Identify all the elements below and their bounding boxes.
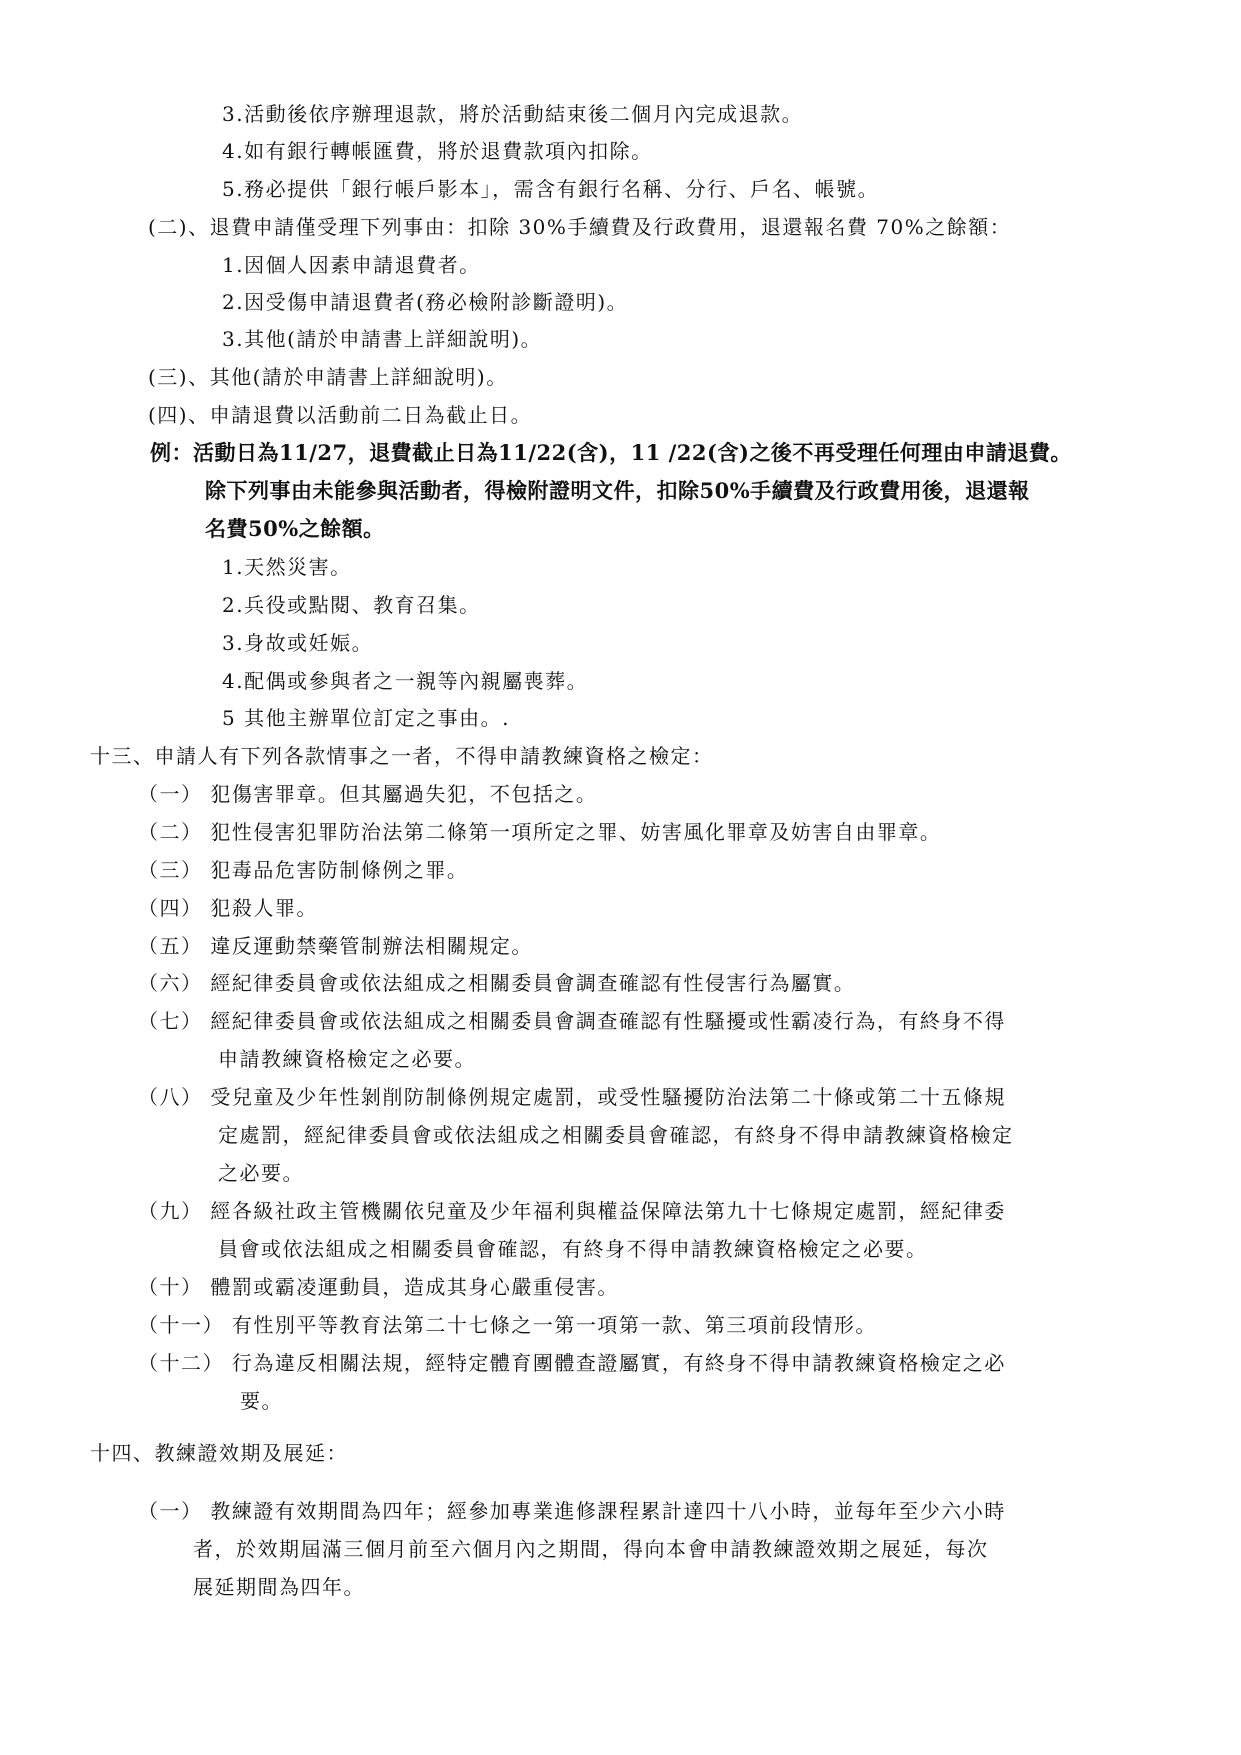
refund-item-3: 3.活動後依序辦理退款，將於活動結束後二個月內完成退款。 xyxy=(222,102,804,126)
article-13-item-7: （七） 經紀律委員會或依法組成之相關委員會調查確認有性騷擾或性霸凌行為，有終身不得 xyxy=(138,1009,1006,1033)
article-13-item-12: （十二） 行為違反相關法規，經特定體育團體查證屬實，有終身不得申請教練資格檢定之必 xyxy=(138,1351,1006,1375)
refund-example-line-1: 例：活動日為11/27，退費截止日為11/22(含)，11 /22(含)之後不再受理任何理由申請退費。 xyxy=(150,440,1072,465)
article-13-item-9: （九） 經各級社政主管機關依兒童及少年福利與權益保障法第九十七條規定處罰，經紀律委 xyxy=(138,1199,1006,1223)
article-13-item-10: （十） 體罰或霸凌運動員，造成其身心嚴重侵害。 xyxy=(138,1275,619,1299)
article-13-item-12-cont: 要。 xyxy=(240,1389,283,1413)
article-14-item-1-cont-1: 者，於效期屆滿三個月前至六個月內之期間，得向本會申請教練證效期之展延，每次 xyxy=(193,1537,989,1561)
refund-section-2-item-3: 3.其他(請於申請書上詳細說明)。 xyxy=(222,327,543,351)
article-13-item-8-cont-1: 定處罰，經紀律委員會或依法組成之相關委員會確認，有終身不得申請教練資格檢定 xyxy=(218,1123,1014,1147)
refund-item-4: 4.如有銀行轉帳匯費，將於退費款項內扣除。 xyxy=(222,139,653,163)
example-item-1: 1.天然災害。 xyxy=(222,555,352,579)
refund-section-2-heading: (二)、退費申請僅受理下列事由：扣除 30%手續費及行政費用，退還報名費 70%之餘額： xyxy=(148,215,1012,239)
refund-example-line-3: 名費50%之餘額。 xyxy=(205,516,385,541)
article-13-item-8-cont-2: 之必要。 xyxy=(218,1161,304,1185)
article-13-heading: 十三、申請人有下列各款情事之一者，不得申請教練資格之檢定： xyxy=(90,744,714,768)
example-item-2: 2.兵役或點閱、教育召集。 xyxy=(222,593,481,617)
example-item-5: 5 其他主辦單位訂定之事由。. xyxy=(222,706,510,730)
refund-section-3: (三)、其他(請於申請書上詳細說明)。 xyxy=(148,365,508,389)
article-13-item-7-cont: 申請教練資格檢定之必要。 xyxy=(218,1047,476,1071)
article-13-item-11: （十一） 有性別平等教育法第二十七條之一第一項第一款、第三項前段情形。 xyxy=(138,1313,877,1337)
article-13-item-1: （一） 犯傷害罪章。但其屬過失犯，不包括之。 xyxy=(138,782,598,806)
example-item-4: 4.配偶或參與者之一親等內親屬喪葬。 xyxy=(222,669,589,693)
article-13-item-3: （三） 犯毒品危害防制條例之罪。 xyxy=(138,858,469,882)
refund-section-2-item-2: 2.因受傷申請退費者(務必檢附診斷證明)。 xyxy=(222,290,629,314)
refund-section-4: (四)、申請退費以活動前二日為截止日。 xyxy=(148,403,533,427)
article-13-item-8: （八） 受兒童及少年性剝削防制條例規定處罰，或受性騷擾防治法第二十條或第二十五條規 xyxy=(138,1085,1006,1109)
refund-item-5: 5.務必提供「銀行帳戶影本」，需含有銀行名稱、分行、戶名、帳號。 xyxy=(222,177,880,201)
article-13-item-5: （五） 違反運動禁藥管制辦法相關規定。 xyxy=(138,934,533,958)
article-14-item-1-cont-2: 展延期間為四年。 xyxy=(193,1575,365,1599)
refund-example-line-2: 除下列事由未能參與活動者，得檢附證明文件，扣除50%手續費及行政費用後，退還報 xyxy=(205,478,1030,503)
article-13-item-4: （四） 犯殺人罪。 xyxy=(138,896,318,920)
example-item-3: 3.身故或妊娠。 xyxy=(222,631,374,655)
article-14-heading: 十四、教練證效期及展延： xyxy=(90,1441,348,1465)
article-13-item-6: （六） 經紀律委員會或依法組成之相關委員會調查確認有性侵害行為屬實。 xyxy=(138,971,856,995)
article-13-item-9-cont: 員會或依法組成之相關委員會確認，有終身不得申請教練資格檢定之必要。 xyxy=(218,1237,928,1261)
refund-section-2-item-1: 1.因個人因素申請退費者。 xyxy=(222,253,481,277)
article-13-item-2: （二） 犯性侵害犯罪防治法第二條第一項所定之罪、妨害風化罪章及妨害自由罪章。 xyxy=(138,820,942,844)
article-14-item-1: （一） 教練證有效期間為四年；經參加專業進修課程累計達四十八小時，並每年至少六小時 xyxy=(138,1499,1006,1523)
